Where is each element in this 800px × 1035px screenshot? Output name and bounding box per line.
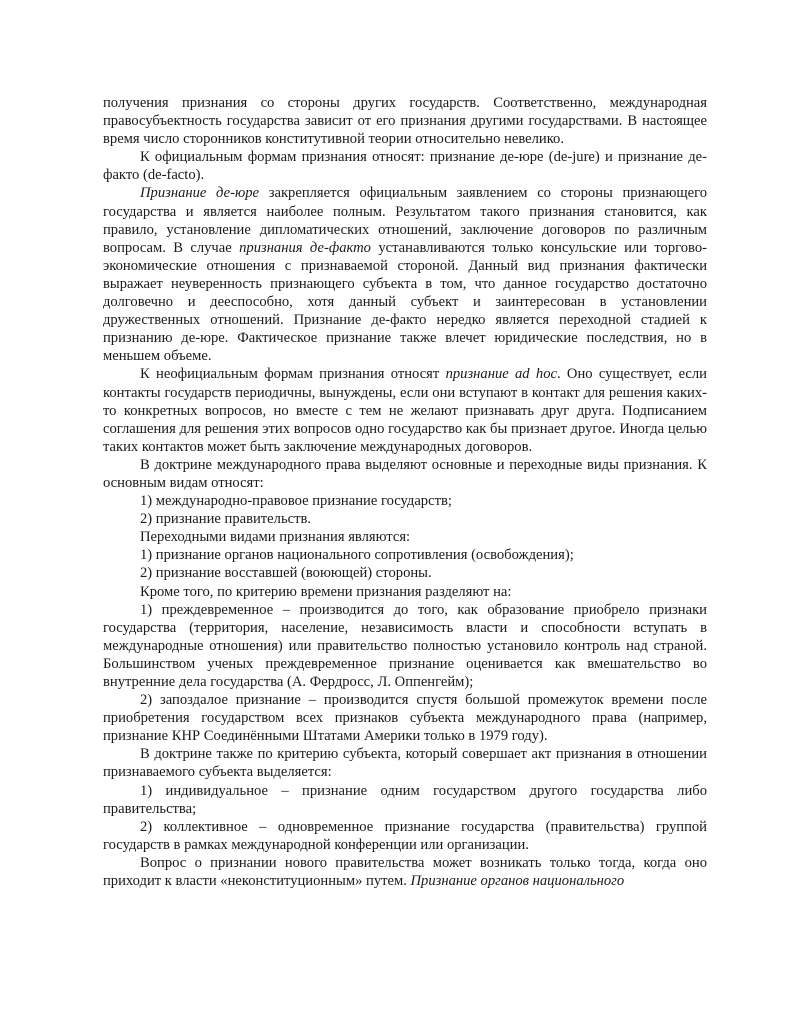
list-item: 1) преждевременное – производится до того, как образование приобрело признаки государства (территория, население, независимость власти и способности вступать в международные отношения) или правительство полностью установило контроль над страной. Большинством ученых преждевременное признание оценивается как вмешательство во внутренние дела государства (А. Фердросс, Л. Оппенгейм); — [103, 601, 707, 690]
paragraph-de-jure: Признание де-юре закрепляется официальным заявлением со стороны признающего государства и является наиболее полным. Результатом такого признания становится, как правило, установление дипломатических отношений, заключение договоров по различным вопросам. В случае признания де-факто устанавливаются только консульские или торгово-экономические отношения с признаваемой стороной. Данный вид признания фактически выражает неуверенность признающего субъекта в том, что данное государство достаточно долговечно и дееспособно, хотя данный субъект и заинтересован в установлении дружественных отношений. Признание де-факто нередко является переходной стадией к признанию де-юре. Фактическое признание также влечет юридические последствия, но в меньшем объеме. — [103, 185, 708, 365]
list-item: 2) коллективное – одновременное признание государства (правительства) группой государств в рамках международной конференции или организации. — [103, 818, 707, 853]
paragraph-ad-hoc: К неофициальным формам признания относят признание ad hoc. Оно существует, если контакты государств периодичны, вынуждены, если они вступают в контакт для решения каких-то конкретных вопросов, но вместе с тем не желают признавать друг друга. Подписанием соглашения для решения этих вопросов одно государство как бы признает другое. Иногда целью таких контактов может быть заключение международных договоров. — [103, 366, 707, 455]
paragraph-continuation: получения признания со стороны других государств. Соответственно, международная правосубъектность государства зависит от его признания другими государствами. В настоящее время число сторонников конститутивной теории относительно невелико. — [103, 95, 707, 148]
list-item: 2) признание восставшей (воюющей) стороны. — [140, 565, 432, 582]
list-heading: Кроме того, по критерию времени признания разделяют на: — [140, 583, 512, 600]
term-ad-hoc: признание ad hoc — [445, 366, 557, 383]
list-item: 1) индивидуальное – признание одним государством другого государства либо правительства; — [103, 782, 707, 817]
paragraph-subject-criterion: В доктрине также по критерию субъекта, который совершает акт признания в отношении признаваемого субъекта выделяется: — [103, 746, 707, 781]
paragraph-official-forms: К официальным формам признания относят: признание де-юре (de-jure) и признание де-факто (de-facto). — [103, 149, 707, 184]
paragraph-doctrine-types: В доктрине международного права выделяют основные и переходные виды признания. К основным видам относят: — [103, 456, 707, 491]
paragraph-government-recognition: Вопрос о признании нового правительства может возникать только тогда, когда оно приходит к власти «неконституционным» путем. Признание органов национального — [103, 854, 707, 890]
term-de-facto: признания де-факто — [239, 239, 371, 256]
document-page — [103, 94, 707, 890]
list-item: 1) международно-правовое признание государств; — [140, 493, 452, 510]
list-item: 2) признание правительств. — [140, 511, 311, 528]
list-heading: Переходными видами признания являются: — [140, 529, 411, 546]
term-national-organs: Признание органов национального — [410, 873, 625, 890]
list-item: 1) признание органов национального сопротивления (освобождения); — [140, 547, 574, 564]
list-item: 2) запоздалое признание – производится спустя большой промежуток времени после приобретения государством всех признаков субъекта международного права (например, признание КНР Соединёнными Штатами Америки только в 1979 году). — [103, 692, 707, 745]
term-de-jure: Признание де-юре — [140, 185, 260, 202]
